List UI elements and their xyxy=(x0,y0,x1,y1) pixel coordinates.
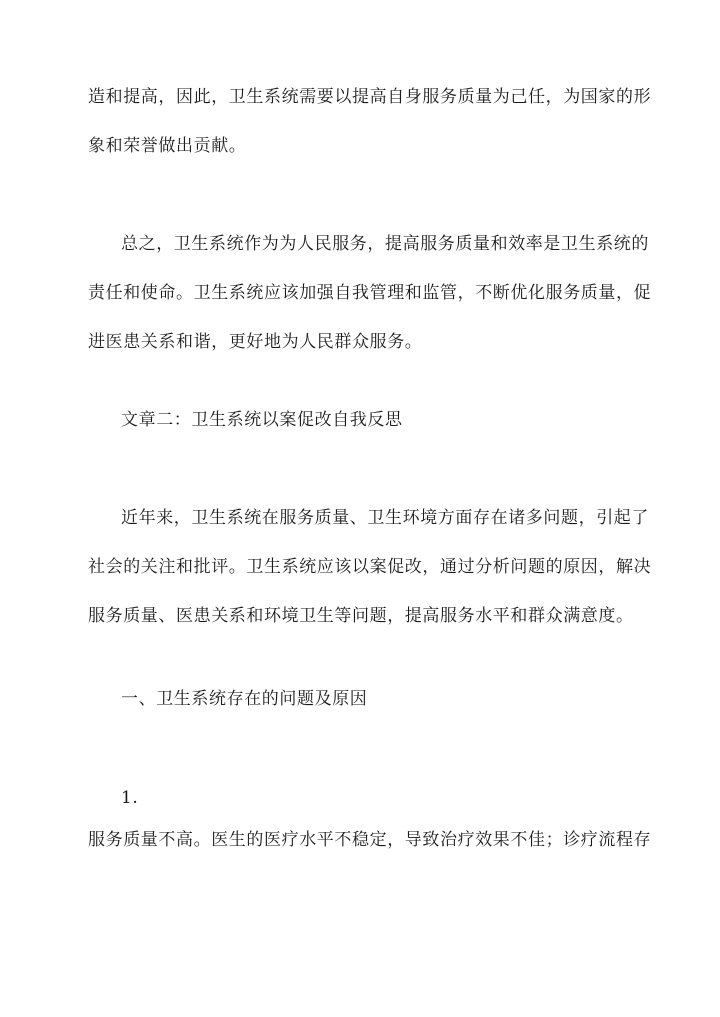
article-title-text: 文章二：卫生系统以案促改自我反思 xyxy=(121,410,403,430)
paragraph-line: 服务质量、医患关系和环境卫生等问题，提高服务水平和群众满意度。 xyxy=(88,606,634,626)
paragraph-line: 服务质量不高。医生的医疗水平不稳定，导致治疗效果不佳；诊疗流程存 xyxy=(88,830,652,850)
list-item-text xyxy=(88,816,652,865)
section-heading xyxy=(88,675,636,724)
intro-paragraph xyxy=(88,494,652,641)
paragraph-line: 造和提高，因此，卫生系统需要以提高自身服务质量为己任，为国家的形 xyxy=(88,87,652,107)
paragraph-line: 社会的关注和批评。卫生系统应该以案促改，通过分析问题的原因，解决 xyxy=(88,557,652,577)
paragraph-line: 象和荣誉做出贡献。 xyxy=(88,136,247,156)
paragraph-line: 近年来，卫生系统在服务质量、卫生环境方面存在诸多问题，引起了 xyxy=(121,508,649,528)
article-title xyxy=(88,396,636,445)
section-heading-text: 一、卫生系统存在的问题及原因 xyxy=(121,689,368,709)
paragraph-line: 进医患关系和谐，更好地为人民群众服务。 xyxy=(88,332,423,352)
continued-paragraph xyxy=(88,73,652,171)
paragraph-line: 责任和使命。卫生系统应该加强自我管理和监管，不断优化服务质量，促 xyxy=(88,283,652,303)
list-number: 1. xyxy=(121,788,139,808)
paragraph-line: 总之，卫生系统作为为人民服务，提高服务质量和效率是卫生系统的 xyxy=(121,234,649,254)
summary-paragraph xyxy=(88,220,652,367)
